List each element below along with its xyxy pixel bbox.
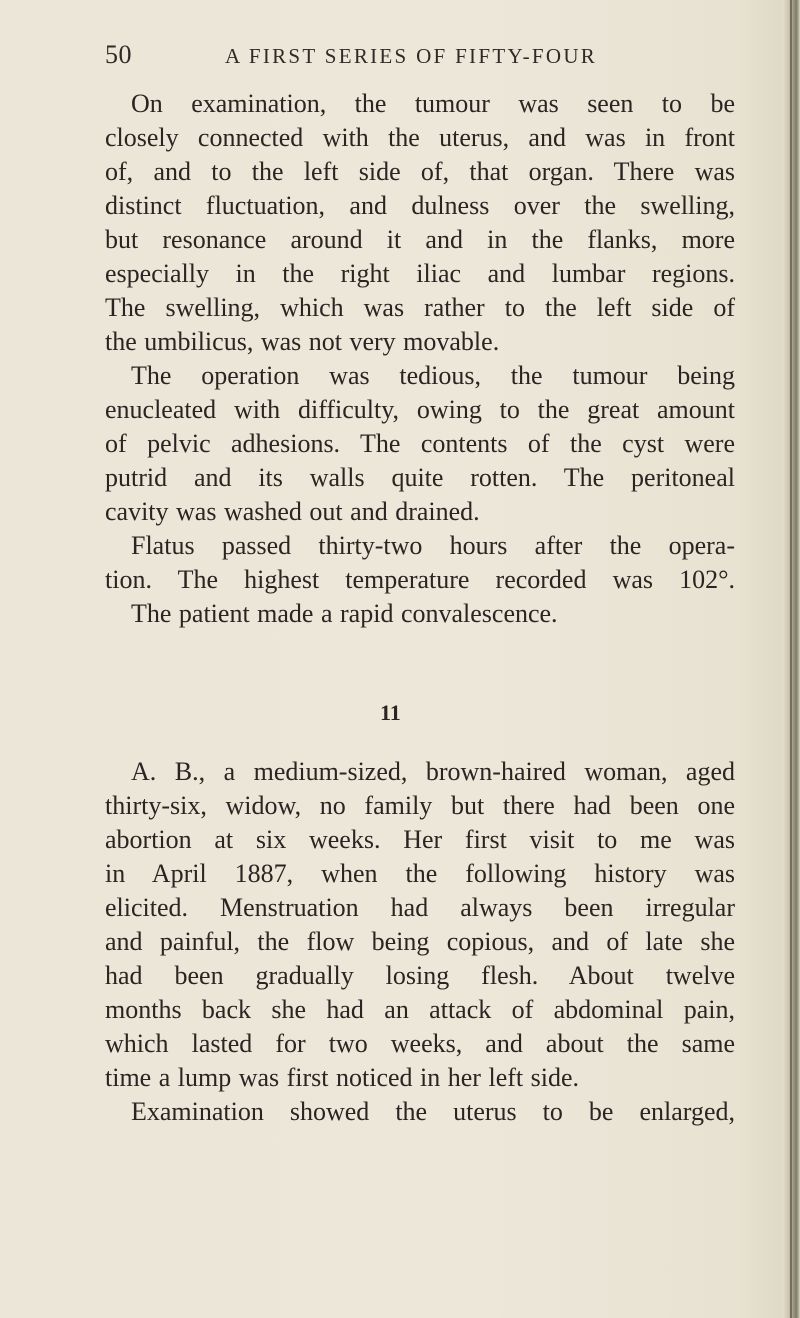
- page-edge-line: [790, 0, 792, 1318]
- text-line: and painful, the flow being copious, and of late she: [105, 927, 735, 956]
- text-line: but resonance around it and in the flanks, more: [105, 225, 735, 254]
- text-line: A. B., a medium-sized, brown-haired woman, aged: [131, 757, 735, 786]
- text-line: On examination, the tumour was seen to be: [131, 89, 735, 118]
- text-line: in April 1887, when the following history was: [105, 859, 735, 888]
- text-line: Examination showed the uterus to be enlarged,: [131, 1097, 735, 1126]
- text-line: tion. The highest temperature recorded was 102°.: [105, 565, 735, 594]
- text-line: elicited. Menstruation had always been irregular: [105, 893, 735, 922]
- text-line: enucleated with difficulty, owing to the great amount: [105, 395, 735, 424]
- running-head: A FIRST SERIES OF FIFTY-FOUR: [225, 44, 598, 68]
- section-number: 11: [380, 700, 401, 725]
- text-line: the umbilicus, was not very movable.: [105, 327, 500, 356]
- page-number: 50: [105, 40, 132, 69]
- text-line: abortion at six weeks. Her first visit to me was: [105, 825, 735, 854]
- text-line: especially in the right iliac and lumbar regions.: [105, 259, 735, 288]
- text-line: cavity was washed out and drained.: [105, 497, 480, 526]
- text-line: closely connected with the uterus, and was in front: [105, 123, 735, 152]
- text-line: thirty-six, widow, no family but there had been one: [105, 791, 735, 820]
- text-line: Flatus passed thirty-two hours after the opera-: [131, 531, 735, 560]
- text-line: putrid and its walls quite rotten. The peritoneal: [105, 463, 735, 492]
- page-header: [105, 40, 665, 76]
- text-line: distinct fluctuation, and dulness over the swelling,: [105, 191, 735, 220]
- text-line: of, and to the left side of, that organ. There was: [105, 157, 735, 186]
- text-line: months back she had an attack of abdominal pain,: [105, 995, 735, 1024]
- text-line: which lasted for two weeks, and about the same: [105, 1029, 735, 1058]
- text-line: The operation was tedious, the tumour being: [131, 361, 735, 390]
- text-line: time a lump was first noticed in her left side.: [105, 1063, 579, 1092]
- text-line: had been gradually losing flesh. About twelve: [105, 961, 735, 990]
- text-line: The swelling, which was rather to the left side of: [105, 293, 735, 322]
- text-line: The patient made a rapid convalescence.: [131, 599, 558, 628]
- text-line: of pelvic adhesions. The contents of the cyst were: [105, 429, 735, 458]
